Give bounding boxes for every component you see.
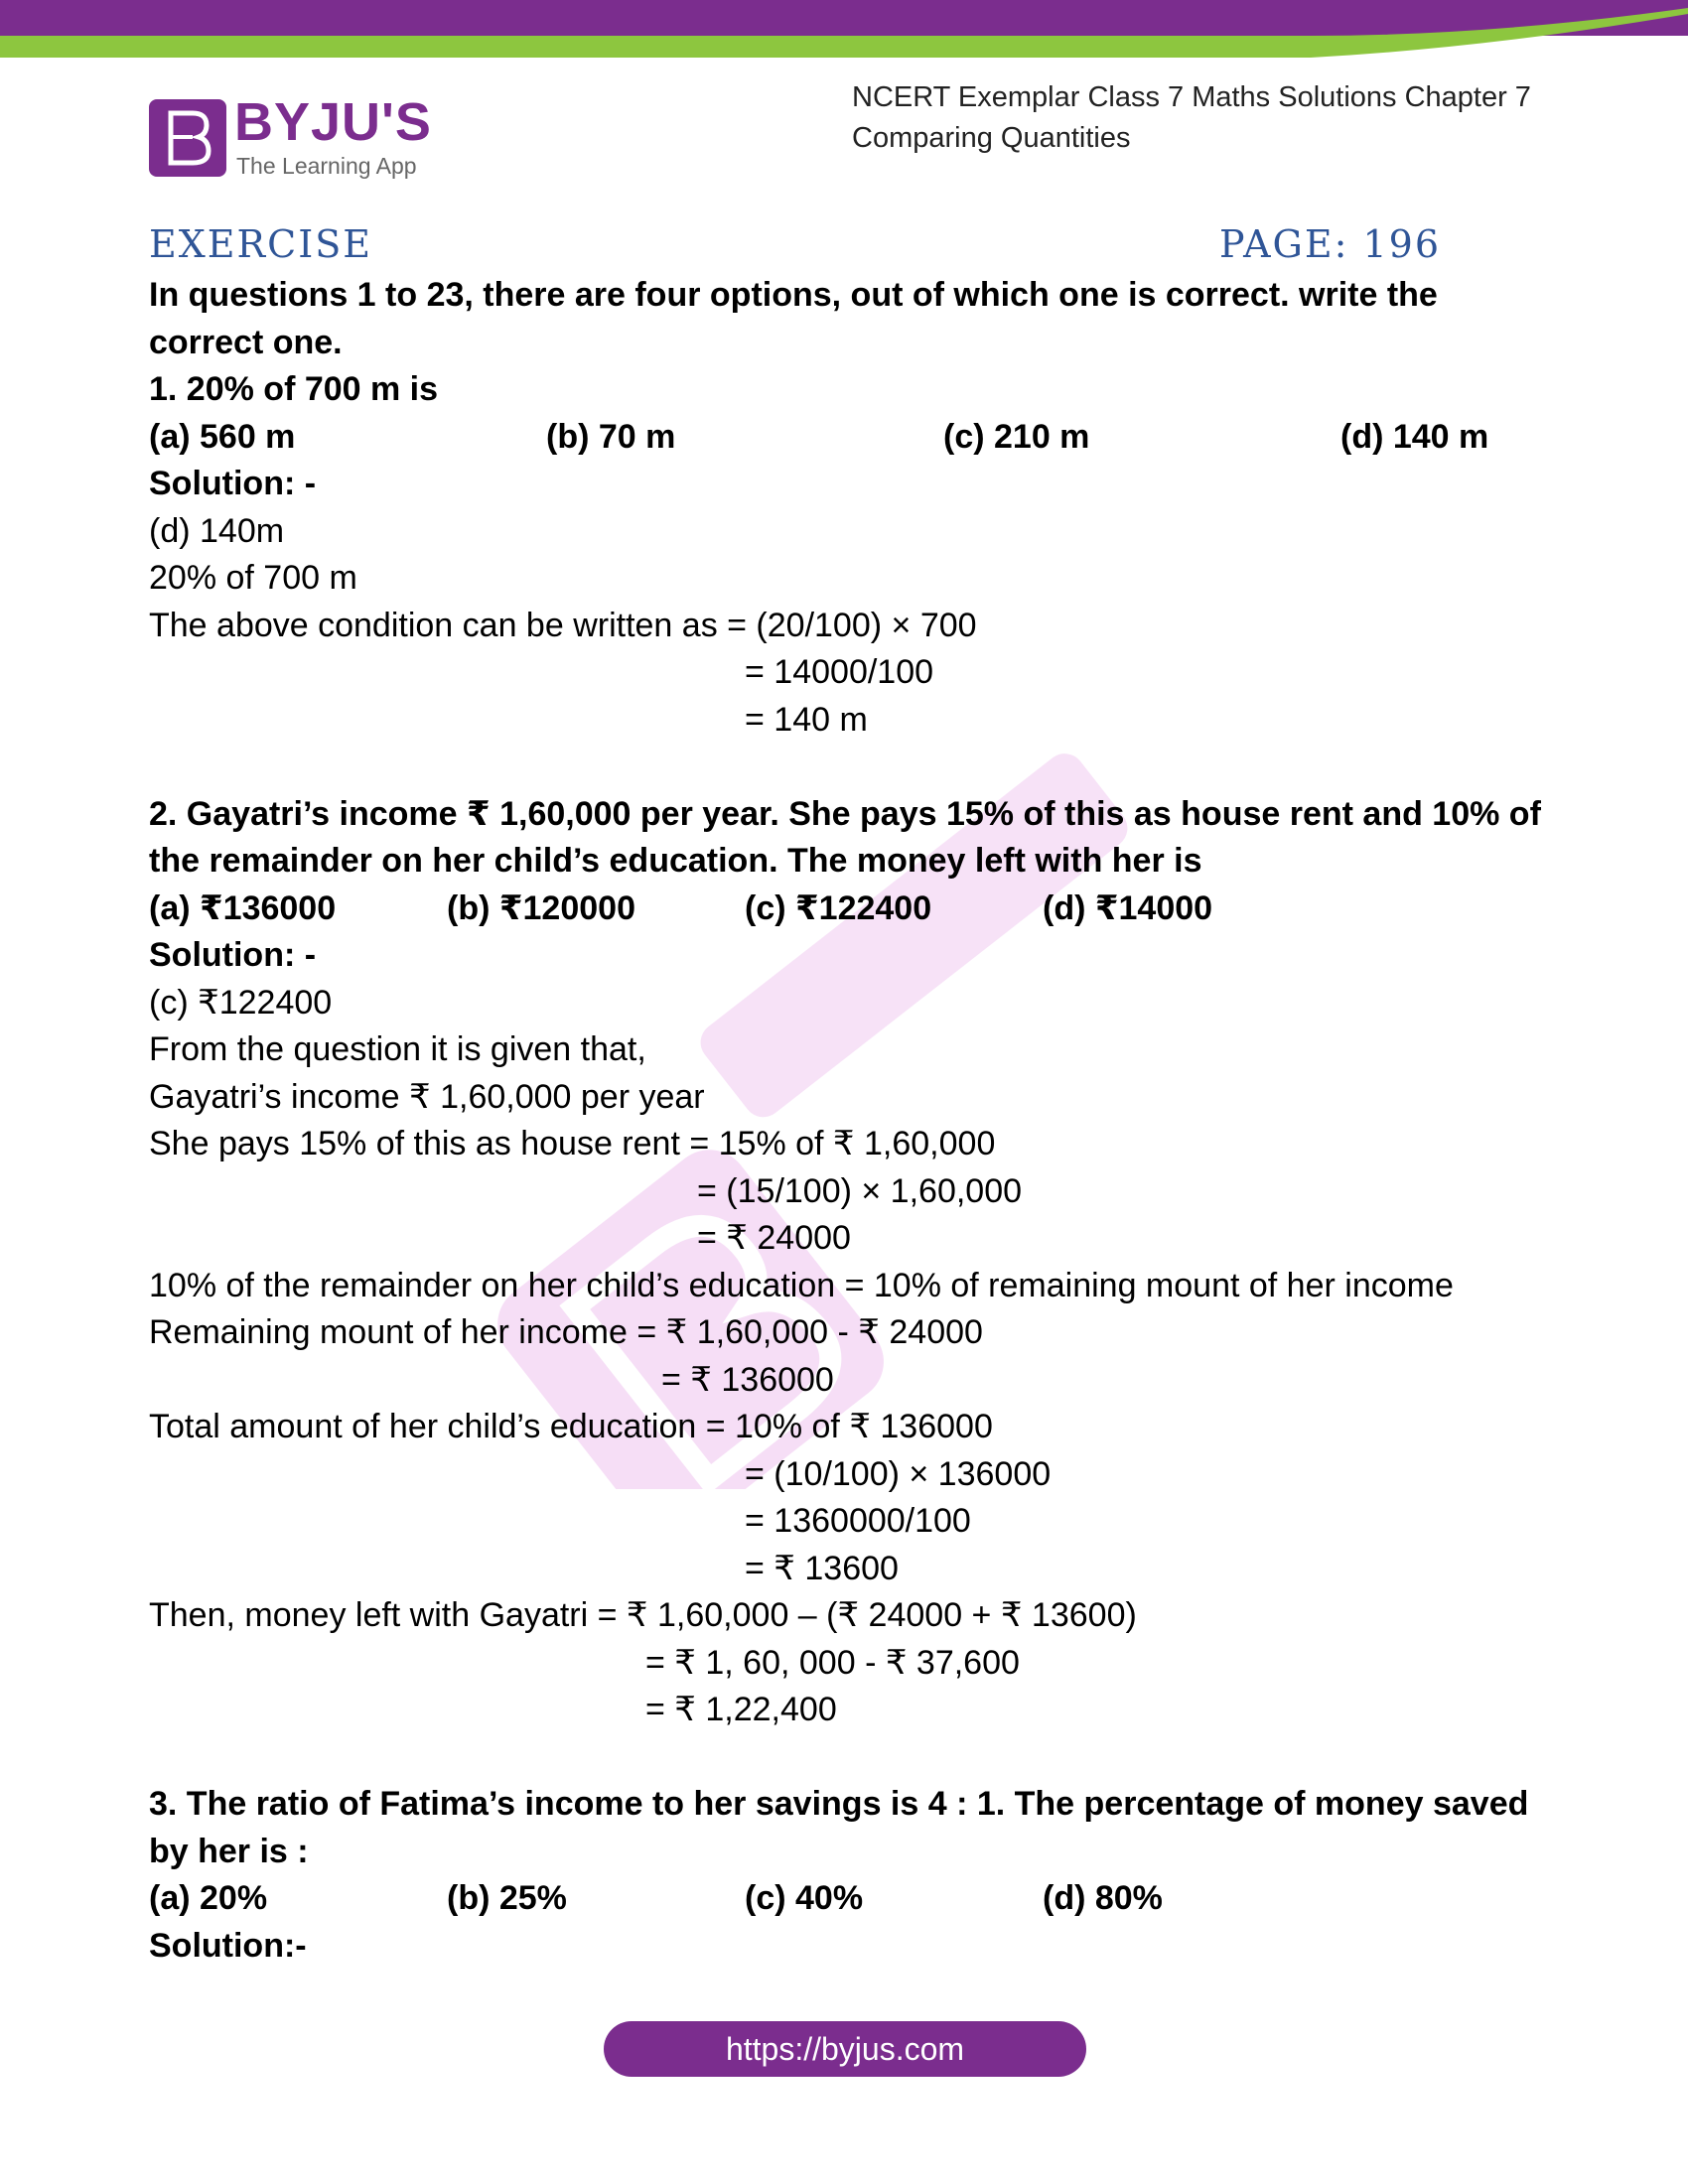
q1-option-b: (b) 70 m [546,417,676,456]
exercise-content [149,272,1559,1970]
document-title-line1: NCERT Exemplar Class 7 Maths Solutions Chapter 7 [852,81,1531,113]
q2-step-value: = ₹ 13600 [745,1549,899,1587]
q2-step-value: = (10/100) × 136000 [745,1454,1052,1493]
q2-step-value: = (15/100) × 1,60,000 [697,1171,1023,1210]
question-2-line2: the remainder on her child’s education. The money left with her is [149,842,1202,880]
question-1-options [149,414,1559,462]
page-number-heading: PAGE: 196 [1219,222,1442,266]
q2-solution-label: Solution: - [149,936,317,974]
q2-step-value: = ₹ 1,22,400 [645,1691,837,1728]
q2-step-cont [149,1546,1559,1593]
q2-step-value: = ₹ 1, 60, 000 - ₹ 37,600 [645,1643,1020,1682]
q1-option-d: (d) 140 m [1340,417,1489,456]
q2-step-cont [149,1640,1559,1688]
instructions-line2: correct one. [149,323,343,361]
q2-option-c: (c) ₹122400 [745,888,932,927]
q2-step-value: = ₹ 136000 [661,1360,834,1399]
document-title [852,77,1666,159]
q2-step: Then, money left with Gayatri = ₹ 1,60,000 – (₹ 24000 + ₹ 13600) [149,1596,1137,1634]
q3-option-d: (d) 80% [1043,1879,1163,1917]
q1-step: The above condition can be written as = (20/100) × 700 [149,606,977,644]
q1-option-a: (a) 560 m [149,417,296,456]
document-title-line2: Comparing Quantities [852,122,1131,154]
exercise-heading: EXERCISE [149,222,372,266]
question-2-line1: 2. Gayatri’s income ₹ 1,60,000 per year. She pays 15% of this as house rent and 10% of [149,794,1541,833]
q2-step-cont [149,1357,1559,1405]
q2-step-cont [149,1215,1559,1263]
q2-option-d: (d) ₹14000 [1043,888,1213,927]
q2-answer: (c) ₹122400 [149,983,333,1022]
q2-option-a: (a) ₹136000 [149,888,337,927]
q2-step-cont [149,1451,1559,1499]
footer-url-link[interactable]: https://byjus.com [604,2021,1086,2077]
q1-answer: (d) 140m [149,511,285,550]
question-1: 1. 20% of 700 m is [149,370,439,408]
top-brand-bar [0,0,1688,58]
q2-step-cont [149,1498,1559,1546]
q2-step-cont [149,1687,1559,1734]
logo-name: BYJU'S [234,92,432,152]
q2-step: Remaining mount of her income = ₹ 1,60,000 - ₹ 24000 [149,1313,983,1351]
q2-step: Gayatri’s income ₹ 1,60,000 per year [149,1077,705,1116]
q3-solution-label: Solution:- [149,1926,307,1965]
q2-option-b: (b) ₹120000 [447,888,635,927]
q2-step: Total amount of her child’s education = 10% of ₹ 136000 [149,1408,993,1445]
question-2-options [149,886,1559,933]
question-3-options [149,1875,1559,1923]
question-3-line2: by her is : [149,1832,309,1870]
logo-b-icon [163,109,212,167]
question-3-line1: 3. The ratio of Fatima’s income to her savings is 4 : 1. The percentage of money saved [149,1785,1529,1823]
byjus-logo[interactable] [149,92,447,183]
q1-step-value: = 14000/100 [745,653,934,691]
logo-b-mark [149,99,226,177]
q1-step-value: = 140 m [745,700,868,739]
q2-step-value: = 1360000/100 [745,1502,971,1540]
q1-step: 20% of 700 m [149,559,357,597]
instructions-line1: In questions 1 to 23, there are four options, out of which one is correct. write the [149,276,1438,314]
q1-solution-label: Solution: - [149,465,317,502]
q2-step-cont [149,1168,1559,1216]
q3-option-c: (c) 40% [745,1879,864,1917]
q3-option-a: (a) 20% [149,1879,268,1917]
q2-step: She pays 15% of this as house rent = 15% of ₹ 1,60,000 [149,1125,996,1162]
logo-tagline: The Learning App [236,153,417,179]
q1-option-c: (c) 210 m [943,417,1090,456]
q2-step-value: = ₹ 24000 [697,1219,851,1257]
q2-step: From the question it is given that, [149,1030,646,1068]
q3-option-b: (b) 25% [447,1879,567,1917]
q1-step-cont [149,697,1559,745]
q1-step-cont [149,649,1559,697]
q2-step: 10% of the remainder on her child’s education = 10% of remaining mount of her income [149,1266,1454,1304]
